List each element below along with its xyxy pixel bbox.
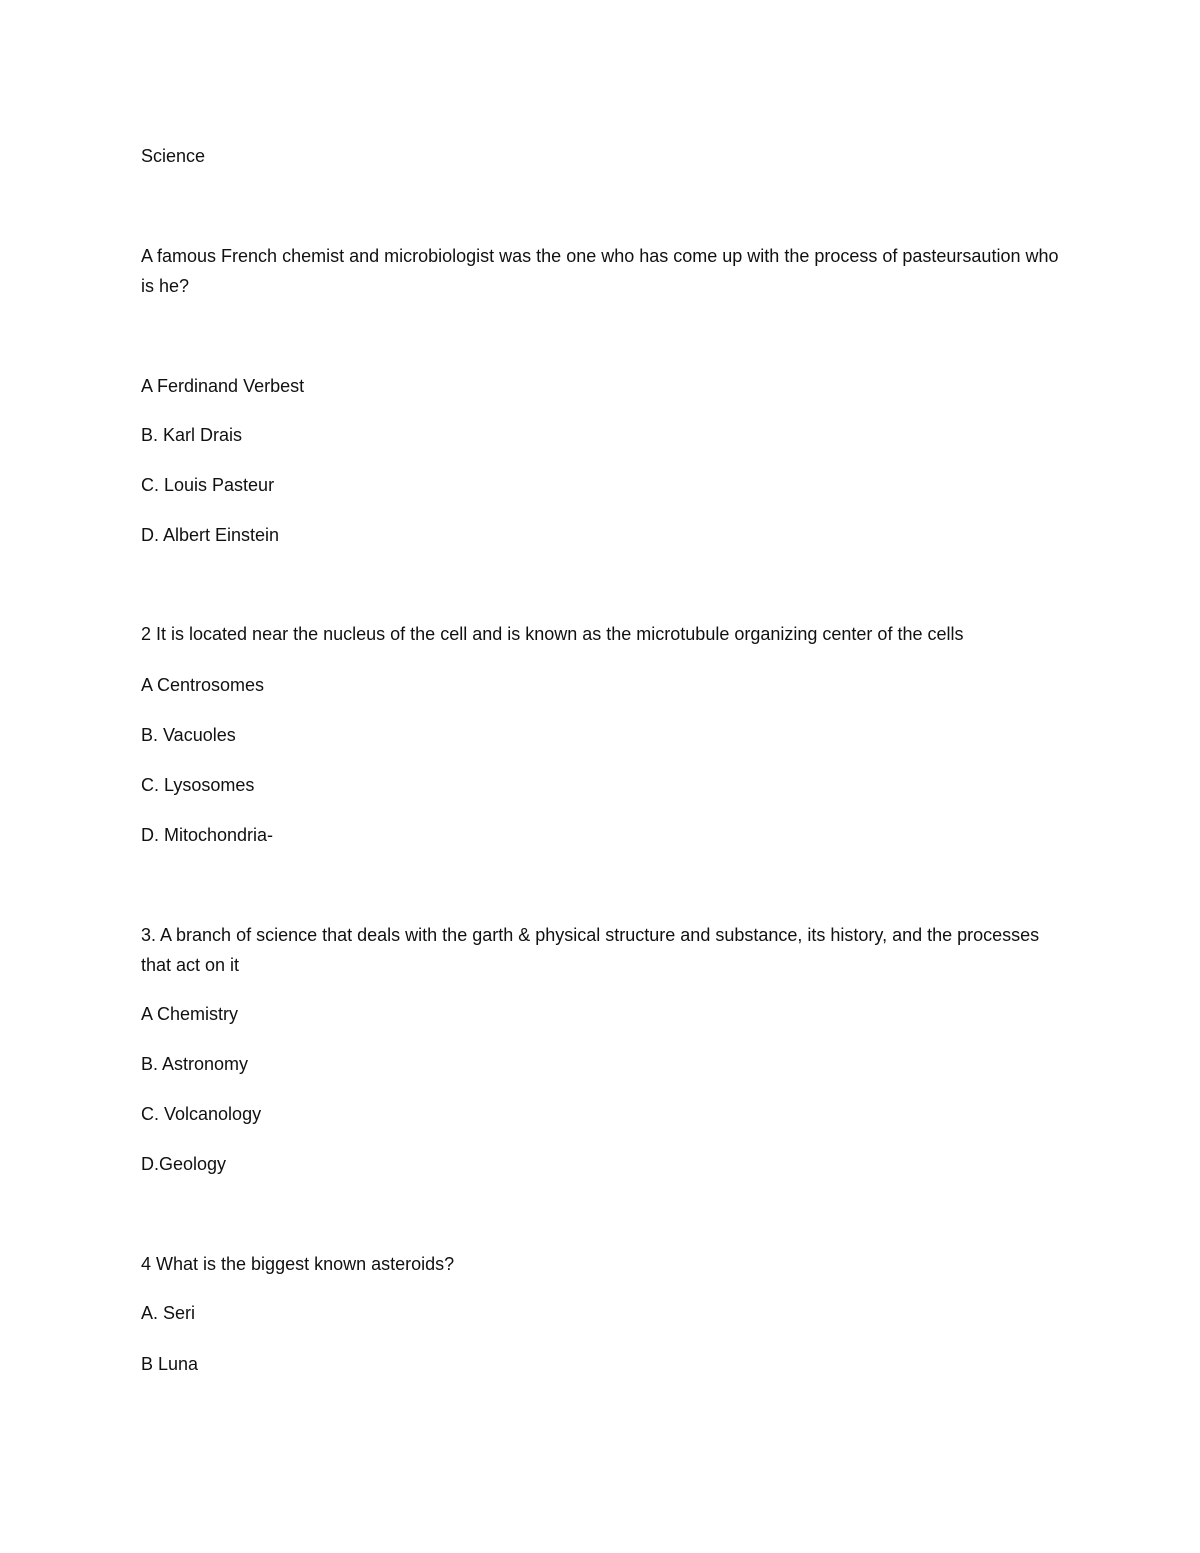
question-4-option-a: A. Seri [141,1303,196,1323]
question-2-text: 2 It is located near the nucleus of the cell and is known as the microtubule organizing center of the cells [141,624,964,644]
question-3-option-b: B. Astronomy [141,1054,249,1074]
question-1-option-c: C. Louis Pasteur [141,475,275,495]
question-1-option-d: D. Albert Einstein [141,525,280,545]
question-2-option-b: B. Vacuoles [141,725,236,745]
question-4-text: 4 What is the biggest known asteroids? [141,1254,455,1274]
question-3-option-a: A Chemistry [141,1004,239,1024]
question-2-option-c: C. Lysosomes [141,775,255,795]
document-heading: Science [141,146,206,166]
question-3-option-d: D.Geology [141,1154,227,1174]
question-3-option-c: C. Volcanology [141,1104,262,1124]
question-2-option-d: D. Mitochondria- [141,825,274,845]
question-2-option-a: A Centrosomes [141,675,265,695]
question-4-option-b: B Luna [141,1354,199,1374]
question-1-option-a: A Ferdinand Verbest [141,376,305,396]
question-1-option-b: B. Karl Drais [141,425,243,445]
question-3-text: 3. A branch of science that deals with the garth & physical structure and substance, its history, and the processes that act on it [141,925,1040,975]
question-1-text: A famous French chemist and microbiologist was the one who has come up with the process of pasteursaution who is he? [141,246,1059,296]
